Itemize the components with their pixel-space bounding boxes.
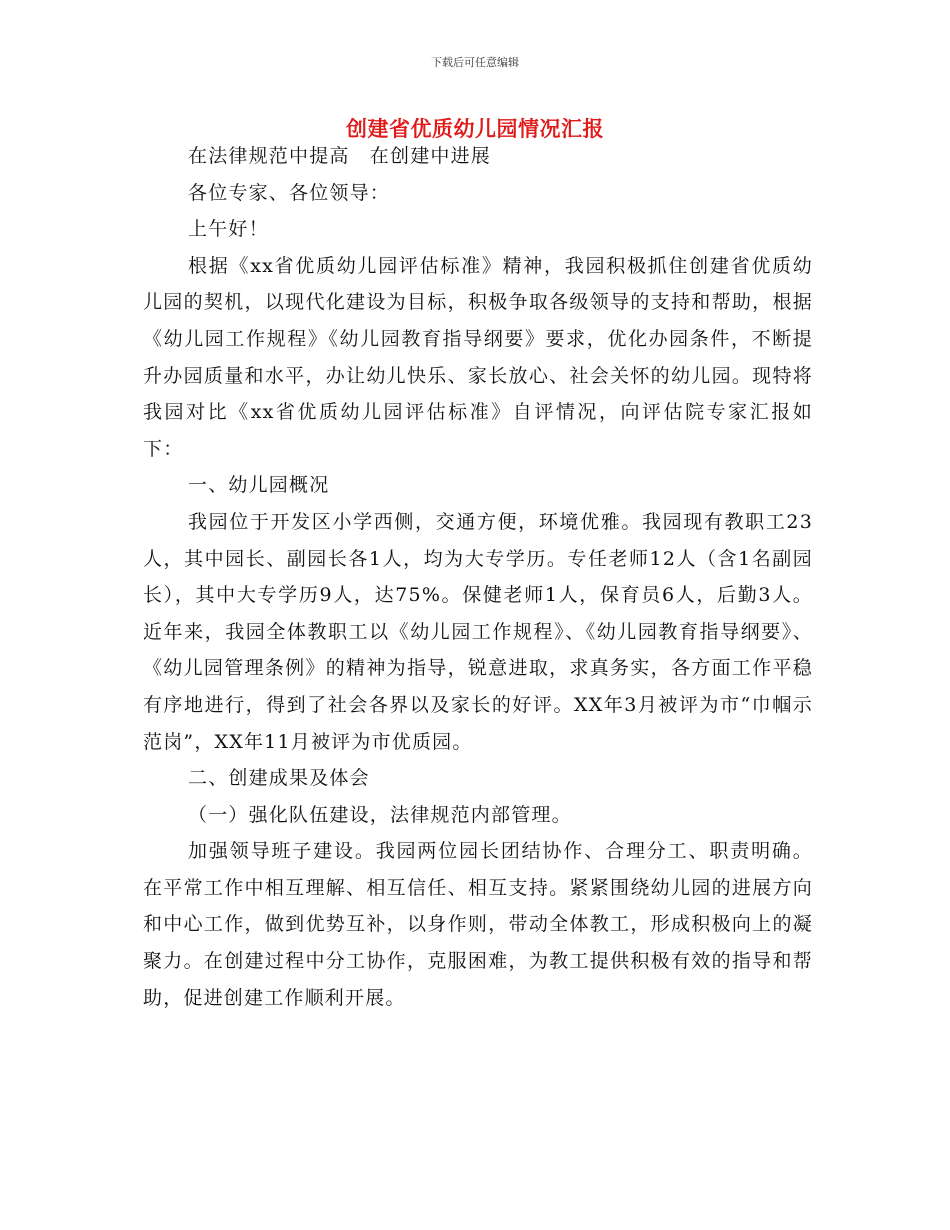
- document-body: [143, 138, 813, 1016]
- section-heading-overview: 一、幼儿园概况: [188, 474, 330, 497]
- subsection-heading-team: （一）强化队伍建设，法律规范内部管理。: [188, 803, 572, 826]
- salutation: 各位专家、各位领导：: [188, 181, 391, 204]
- document-subtitle: 在法律规范中提高 在创建中进展: [188, 145, 492, 167]
- intro-paragraph: 根据《xx省优质幼儿园评估标准》精神，我园积极抓住创建省优质幼儿园的契机，以现代化建设为目标，积极争取各级领导的支持和帮助，根据《幼儿园工作规程》《幼儿园教育指导纲要》要求，优化办园条件，不断提升办园质量和水平，办让幼儿快乐、家长放心、社会关怀的幼儿园。现特将我园对比《xx省优质幼儿园评估标准》自评情况，向评估院专家汇报如下：: [143, 254, 813, 460]
- overview-paragraph: 我园位于开发区小学西侧，交通方便，环境优雅。我园现有教职工23人，其中园长、副园长各1人，均为大专学历。专任老师12人（含1名副园长），其中大专学历9人，达75%。保健老师1人，保育员6人，后勤3人。近年来，我园全体教职工以《幼儿园工作规程》、《幼儿园教育指导纲要》、《幼儿园管理条例》的精神为指导，锐意进取，求真务实，各方面工作平稳有序地进行，得到了社会各界以及家长的好评。XX年3月被评为市“巾帼示范岗”，XX年11月被评为市优质园。: [143, 510, 813, 753]
- greeting: 上午好！: [188, 218, 269, 241]
- team-paragraph: 加强领导班子建设。我园两位园长团结协作、合理分工、职责明确。在平常工作中相互理解、相互信任、相互支持。紧紧围绕幼儿园的进展方向和中心工作，做到优势互补，以身作则，带动全体教工，形成积极向上的凝聚力。在创建过程中分工协作，克服困难，为教工提供积极有效的指导和帮助，促进创建工作顺利开展。: [143, 840, 813, 1009]
- section-heading-results: 二、创建成果及体会: [188, 767, 370, 790]
- document-title: 创建省优质幼儿园情况汇报: [346, 117, 604, 141]
- header-note: 下载后可任意编辑: [431, 56, 519, 69]
